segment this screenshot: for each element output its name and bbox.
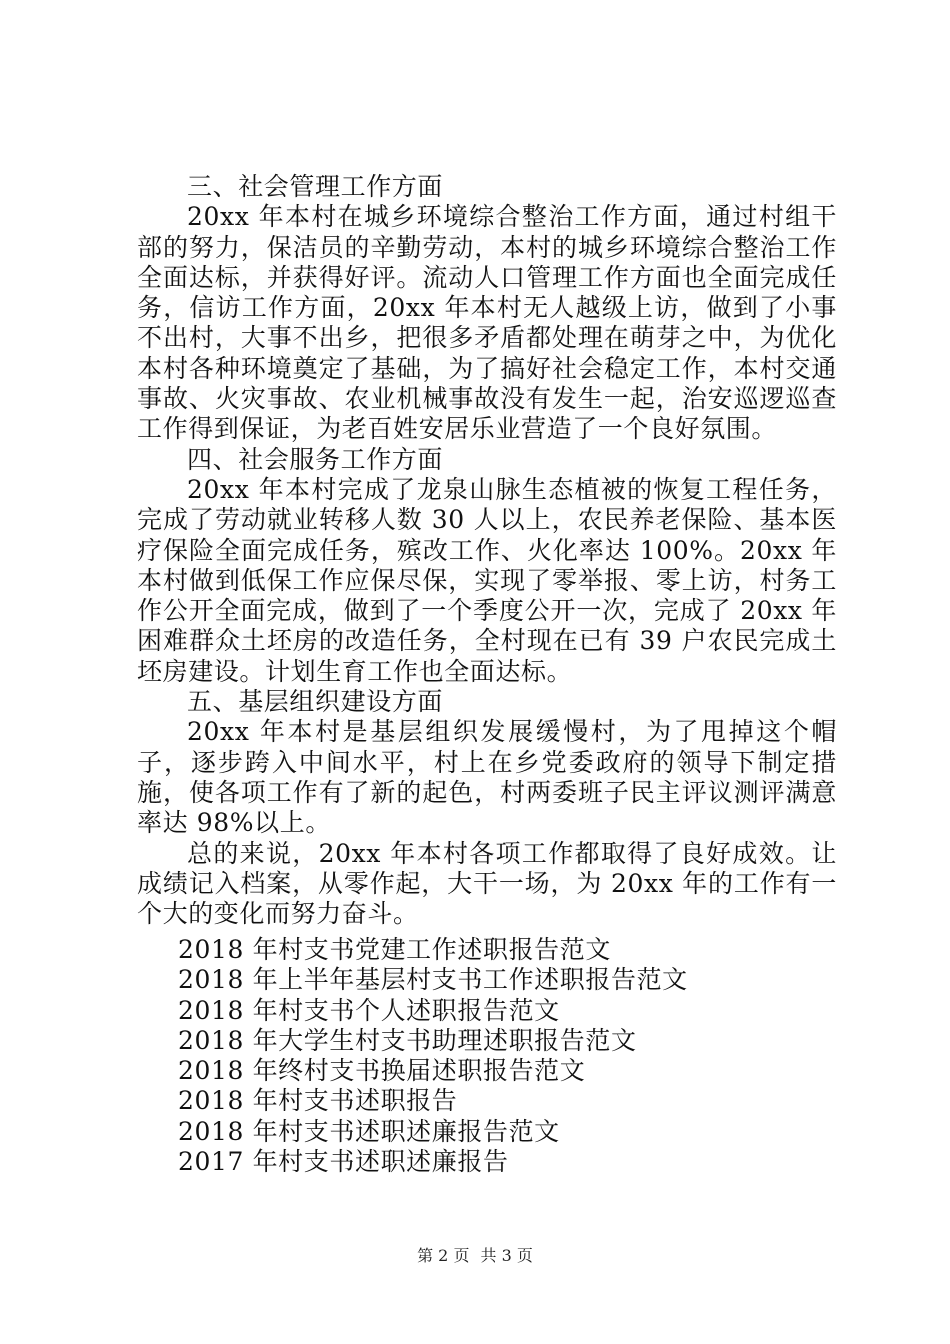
related-article-link[interactable]: 2018 年终村支书换届述职报告范文 [178,1056,586,1086]
related-article-link[interactable]: 2018 年大学生村支书助理述职报告范文 [178,1025,637,1055]
page-total: 共 3 页 [480,1246,533,1265]
page-number: 第 2 页 [417,1246,470,1265]
page-footer [0,1243,950,1266]
related-article-link[interactable]: 2018 年村支书个人述职报告范文 [178,995,560,1025]
related-articles-list [178,935,818,1177]
section-heading: 五、基层组织建设方面 [187,687,444,717]
section-heading: 三、社会管理工作方面 [187,172,444,201]
body-paragraph: 20xx 年本村在城乡环境综合整治工作方面，通过村组干部的努力，保洁员的辛勤劳动，本村的城乡环境综合整治工作全面达标，并获得好评。流动人口管理工作方面也全面完成任务，信访工作方面，20xx 年本村无人越级上访，做到了小事不出村，大事不出乡，把很多矛盾都处理在萌芽之中，为优化本村各种环境奠定了基础，为了搞好社会稳定工作，本村交通事故、火灾事故、农业机械事故没有发生一起，治安巡逻巡查工作得到保证，为老百姓安居乐业营造了一个良好氛围。 [137,202,837,444]
related-article-link[interactable]: 2018 年村支书述职报告 [178,1086,458,1116]
document-body [137,172,837,929]
body-paragraph: 20xx 年本村是基层组织发展缓慢村，为了甩掉这个帽子，逐步跨入中间水平，村上在乡党委政府的领导下制定措施，使各项工作有了新的起色，村两委班子民主评议测评满意率达 98%以上。 [137,717,837,838]
related-article-link[interactable]: 2018 年村支书党建工作述职报告范文 [178,935,611,964]
conclusion-paragraph: 总的来说，20xx 年本村各项工作都取得了良好成效。让成绩记入档案，从零作起，大干一场，为 20xx 年的工作有一个大的变化而努力奋斗。 [137,838,837,929]
related-article-link[interactable]: 2018 年上半年基层村支书工作述职报告范文 [178,965,688,995]
related-article-link[interactable]: 2017 年村支书述职述廉报告 [178,1147,509,1177]
body-paragraph: 20xx 年本村完成了龙泉山脉生态植被的恢复工程任务，完成了劳动就业转移人数 30 人以上，农民养老保险、基本医疗保险全面完成任务，殡改工作、火化率达 100%。20xx 年本村做到低保工作应保尽保，实现了零举报、零上访，村务工作公开全面完成，做到了一个季度公开一次，完成了 20xx 年困难群众土坯房的改造任务，全村现在已有 39 户农民完成土坯房建设。计划生育工作也全面达标。 [137,474,837,686]
section-heading: 四、社会服务工作方面 [187,444,444,474]
related-article-link[interactable]: 2018 年村支书述职述廉报告范文 [178,1116,560,1146]
